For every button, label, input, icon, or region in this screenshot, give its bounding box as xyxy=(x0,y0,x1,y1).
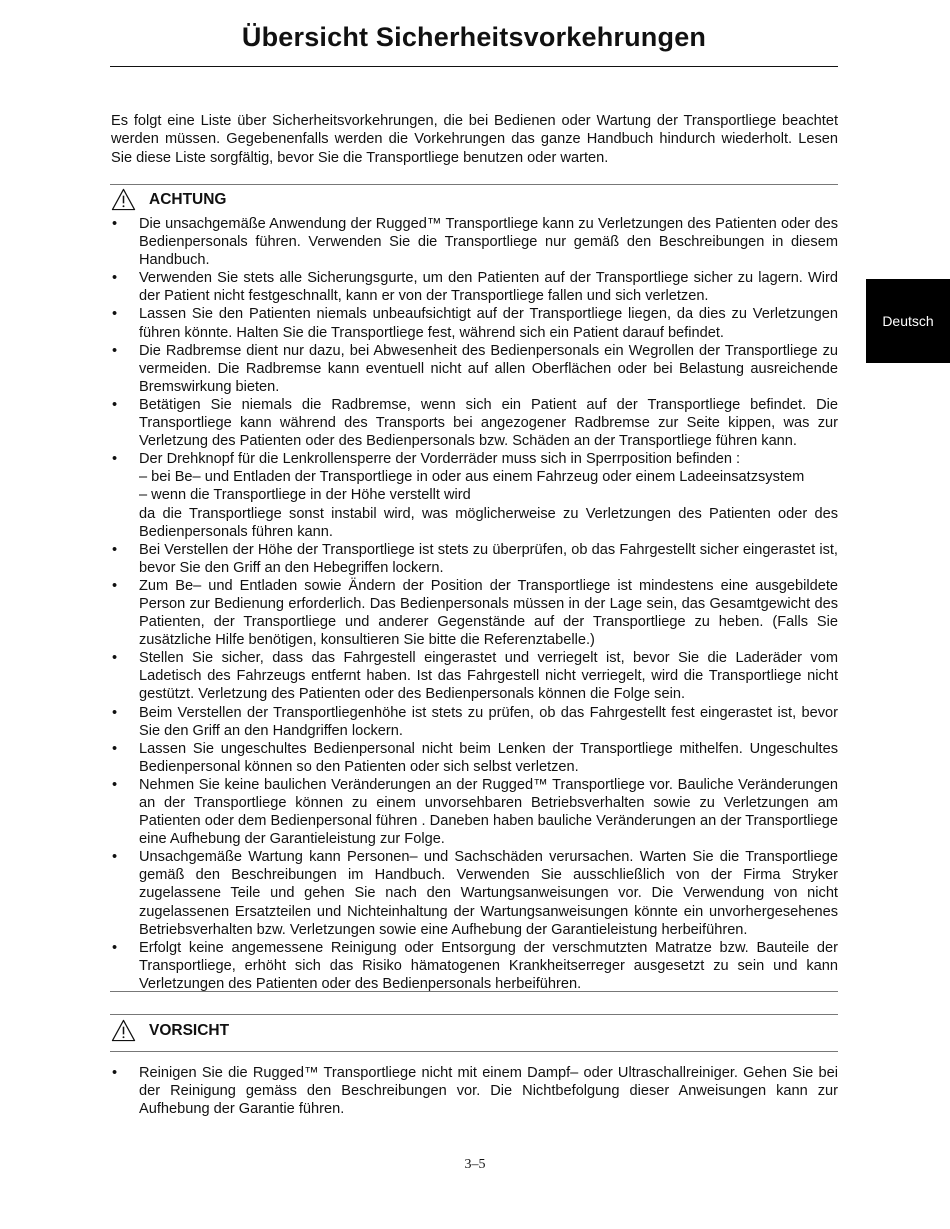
list-item: • Stellen Sie sicher, dass das Fahrgestell eingerastet und verriegelt ist, bevor Sie die Laderäder vom Ladetisch des Fahrzeugs entfernt haben. Ist das Fahrgestell nicht verriegelt, wird die Transportliege nicht gestützt. Verletzung des Patienten oder des Bedienpersonals können die Folge sein. xyxy=(111,649,838,703)
list-item: • Lassen Sie ungeschultes Bedienpersonal nicht beim Lenken der Transportliege mithelfen. Ungeschultes Bedienpersonal können so den Patienten oder sich selbst verletzen. xyxy=(111,740,838,776)
title-rule xyxy=(110,66,838,67)
list-item: • Betätigen Sie niemals die Radbremse, wenn sich ein Patient auf der Transportliege befindet. Die Transportliege kann während des Transports bei angezogener Radbremse zur Seite kippen, was zur Verletzung des Patienten oder des Bedienpersonals bzw. Schäden an der Transportliege führen kann. xyxy=(111,396,838,450)
list-item: • Zum Be– und Entladen sowie Ändern der Position der Transportliege ist mindestens eine ausgebildete Person zur Bedienung erforderlich. Das Bedienpersonals müssen in der Lage sein, das Gesamtgewicht des Patienten, der Transportliege und anderer Gegenstände auf der Transportliege zu heben. (Falls Sie zusätzliche Hilfe benötigen, konsultieren Sie bitte die Referenztabelle.) xyxy=(111,577,838,649)
page-title: Übersicht Sicherheitsvorkehrungen xyxy=(241,22,707,52)
vorsicht-top-rule xyxy=(110,1014,838,1015)
vorsicht-heading xyxy=(111,1019,229,1042)
achtung-bottom-rule xyxy=(110,991,838,992)
list-item: • Verwenden Sie stets alle Sicherungsgurte, um den Patienten auf der Transportliege sicher zu lagern. Wird der Patient nicht festgeschnallt, kann er von der Transportliege fallen und sich verletzen. xyxy=(111,269,838,305)
list-item: • Unsachgemäße Wartung kann Personen– und Sachschäden verursachen. Warten Sie die Transportliege gemäß den Beschreibungen im Handbuch. Verwenden Sie ausschließlich von der Firma Stryker zugelassene Teile und gehen Sie nach den Wartungsanweisungen vor. Die Verwendung von nicht zugelassenen Ersatzteilen und Nichteinhaltung der Wartungsanweisungen könnte ein unvorhergesehenes Betriebsverhalten bzw. Verletzungen sowie eine Aufhebung der Garantieleistung herbeiführen. xyxy=(111,848,838,938)
list-subitem: – wenn die Transportliege in der Höhe verstellt wird xyxy=(139,487,471,504)
list-item: • Beim Verstellen der Transportliegenhöhe ist stets zu prüfen, ob das Fahrgestellt fest eingerastet ist, bevor Sie den Griff an den Handgriffen lockern. xyxy=(111,704,838,740)
achtung-top-rule xyxy=(110,184,838,185)
achtung-heading-label: ACHTUNG xyxy=(149,190,227,208)
list-item: • Bei Verstellen der Höhe der Transportliege ist stets zu überprüfen, ob das Fahrgestellt sicher eingerastet ist, bevor Sie den Griff an den Hebegriffen lockern. xyxy=(111,541,838,577)
list-item: • Reinigen Sie die Rugged™ Transportliege nicht mit einem Dampf– oder Ultraschallreiniger. Gehen Sie bei der Reinigung gemäss den Beschreibungen vor. Die Nichtbefolgung dieser Anweisungen kann zur Aufhebung der Garantie führen. xyxy=(111,1064,838,1118)
list-item: • Nehmen Sie keine baulichen Veränderungen an der Rugged™ Transportliege vor. Bauliche Veränderungen an der Transportliege können zu einem unvorsehbaren Betriebsverhalten sowie zu Verletzungen am Patienten oder dem Bedienpersonal führen . Daneben haben bauliche Veränderungen an der Transportliege eine Aufhebung der Garantieleistung zur Folge. xyxy=(111,776,838,848)
list-subitem: da die Transportliege sonst instabil wird, was möglicherweise zu Verletzungen des Patienten oder des Bedienpersonals führen kann. xyxy=(139,505,838,540)
intro-paragraph: Es folgt eine Liste über Sicherheitsvorkehrungen, die bei Bedienen oder Wartung der Transportliege beachtet werden müssen. Gegebenenfalls werden die Vorkehrungen das ganze Handbuch hindurch wiederholt. Lesen Sie diese Liste sorgfältig, bevor Sie die Transportliege benutzen oder warten. xyxy=(111,113,838,166)
list-subitem: – bei Be– und Entladen der Transportliege in oder aus einem Fahrzeug oder einem Ladeeinsatzsystem xyxy=(139,469,805,486)
list-item: • Die unsachgemäße Anwendung der Rugged™ Transportliege kann zu Verletzungen des Patienten oder des Bedienpersonals führen. Verwenden Sie die Transportliege nur gemäß den Beschreibungen in diesem Handbuch. xyxy=(111,215,838,269)
vorsicht-header-rule xyxy=(110,1051,838,1052)
achtung-list xyxy=(111,215,838,993)
language-tab: Deutsch xyxy=(866,279,950,363)
achtung-heading xyxy=(111,188,227,211)
list-item: • Die Radbremse dient nur dazu, bei Abwesenheit des Bedienpersonals ein Wegrollen der Transportliege zu vermeiden. Die Radbremse kann eventuell nicht auf allen Oberflächen oder bei Belastung ausreichende Bremswirkung bieten. xyxy=(111,342,838,396)
vorsicht-list xyxy=(111,1064,838,1118)
warning-triangle-icon xyxy=(111,1019,136,1042)
warning-triangle-icon xyxy=(111,188,136,211)
page-number: 3–5 xyxy=(464,1157,486,1172)
list-item-text: • Der Drehknopf für die Lenkrollensperre der Vorderräder muss sich in Sperrposition befinden : xyxy=(139,451,741,468)
vorsicht-heading-label: VORSICHT xyxy=(149,1021,230,1039)
list-item: • Lassen Sie den Patienten niemals unbeaufsichtigt auf der Transportliege liegen, da dies zu Verletzungen führen könnte. Halten Sie die Transportliege fest, während sich ein Patient darauf befindet. xyxy=(111,305,838,341)
list-item xyxy=(111,450,838,540)
list-item: • Erfolgt keine angemessene Reinigung oder Entsorgung der verschmutzten Matratze bzw. Bauteile der Transportliege, erhöht sich das Risiko hämatogenen Krankheitserreger ausgesetzt zu sein und kann Verletzungen des Patienten oder des Bedienpersonals herbeiführen. xyxy=(111,939,838,993)
